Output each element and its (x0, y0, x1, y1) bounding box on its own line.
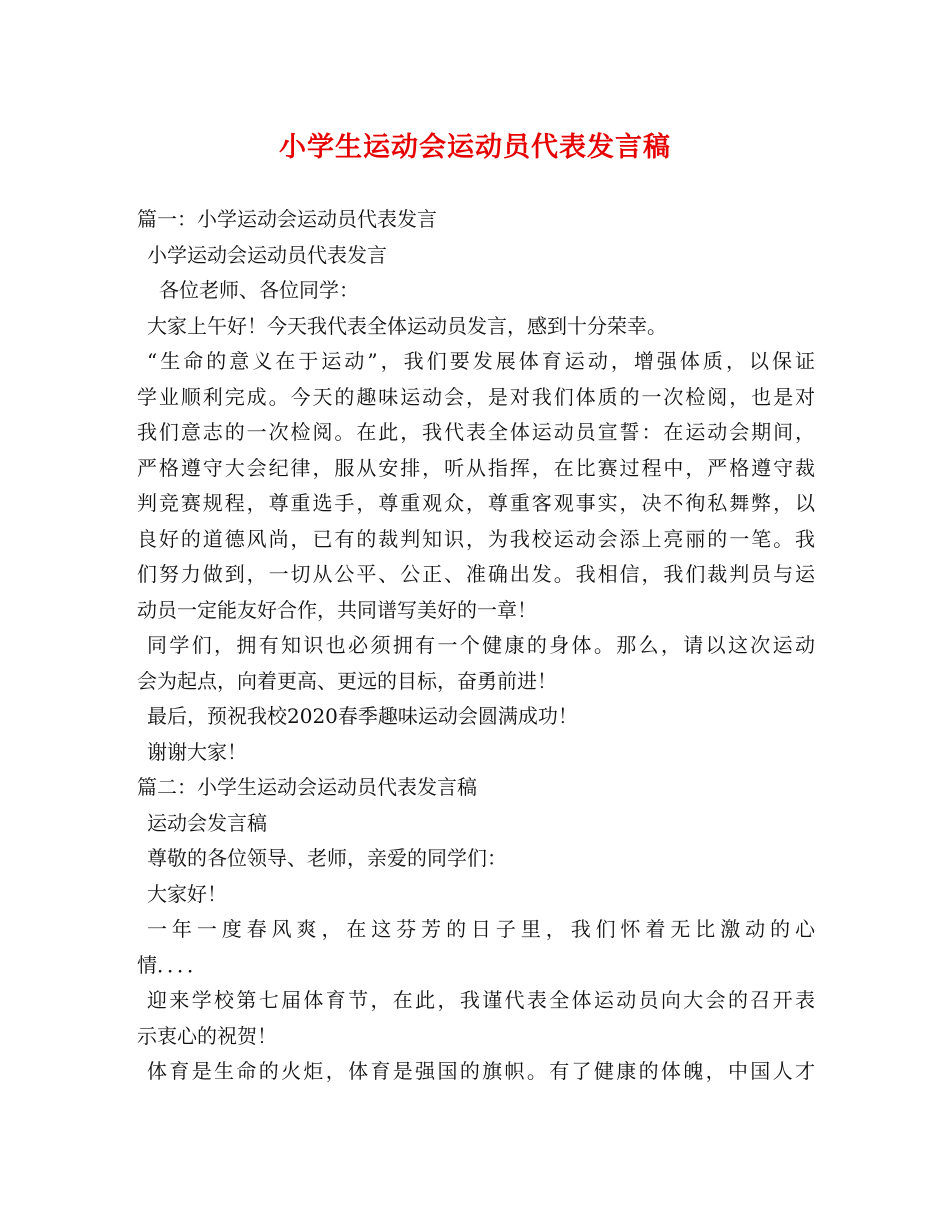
paragraph-line: 示衷心的祝贺！ (137, 1023, 277, 1048)
paragraph-line: 迎来学校第七届体育节，在此，我谨代表全体运动员向大会的召开表 (147, 988, 815, 1012)
paragraph-line: 大家上午好！今天我代表全体运动员发言，感到十分荣幸。 (147, 313, 667, 338)
section-heading: 篇二：小学生运动会运动员代表发言稿 (137, 775, 477, 799)
document-body (137, 202, 815, 1090)
closing-line: 谢谢大家！ (147, 739, 247, 764)
paragraph-line: 最后，预祝我校2020春季趣味运动会圆满成功！ (147, 704, 578, 728)
salutation: 尊敬的各位领导、老师，亲爱的同学们： (147, 846, 507, 870)
speech-title: 小学运动会运动员代表发言 (147, 242, 387, 267)
paragraph-line: 严格遵守大会纪律，服从安排，听从指挥，在比赛过程中，严格遵守裁 (137, 455, 815, 480)
document-title: 小学生运动会运动员代表发言稿 (279, 132, 671, 163)
paragraph-line: 体育是生命的火炬，体育是强国的旗帜。有了健康的体魄，中国人才 (147, 1059, 815, 1083)
paragraph-line: 良好的道德风尚，已有的裁判知识，为我校运动会添上亮丽的一笔。我 (137, 526, 815, 551)
paragraph-line: “生命的意义在于运动”，我们要发展体育运动，增强体质，以保证 (147, 349, 815, 373)
paragraph-line: 会为起点，向着更高、更远的目标，奋勇前进！ (137, 668, 557, 693)
paragraph-line: 动员一定能友好合作，共同谱写美好的一章！ (137, 597, 537, 622)
paragraph-line: 我们意志的一次检阅。在此，我代表全体运动员宣誓：在运动会期间， (137, 420, 815, 444)
section-heading: 篇一：小学运动会运动员代表发言 (137, 207, 437, 231)
speech-title: 运动会发言稿 (147, 810, 267, 835)
greeting-line: 大家好！ (147, 881, 227, 906)
paragraph-line: 学业顺利完成。今天的趣味运动会，是对我们体质的一次检阅，也是对 (137, 384, 815, 409)
paragraph-line: 们努力做到，一切从公平、公正、准确出发。我相信，我们裁判员与运 (137, 562, 815, 586)
salutation: 各位老师、各位同学： (159, 278, 359, 302)
paragraph-line: 同学们，拥有知识也必须拥有一个健康的身体。那么，请以这次运动 (147, 633, 815, 657)
paragraph-line: 情．．．． (137, 952, 207, 977)
paragraph-line: 一年一度春风爽，在这芬芳的日子里，我们怀着无比激动的心 (147, 917, 815, 941)
paragraph-line: 判竞赛规程，尊重选手，尊重观众，尊重客观事实，决不徇私舞弊，以 (137, 491, 815, 515)
